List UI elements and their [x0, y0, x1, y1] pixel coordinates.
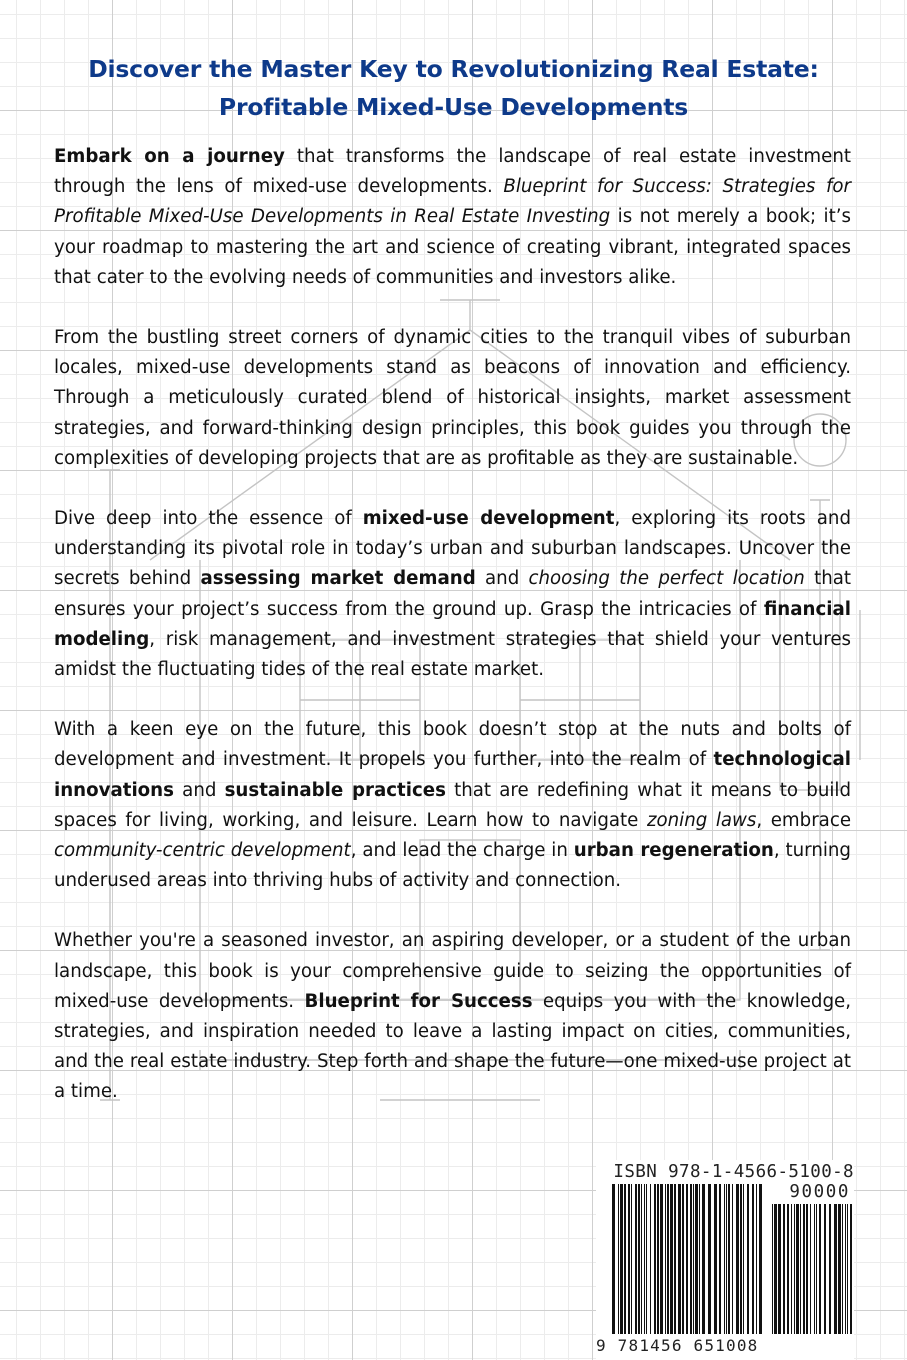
paragraph-3-run-2: mixed-use development	[362, 508, 615, 530]
price-code: 90000	[789, 1182, 850, 1202]
paragraph-1-run-2: that transforms the landscape of real estate investment through the lens of mixed-use developments.	[54, 146, 851, 198]
paragraph-4-run-6: zoning laws	[646, 809, 757, 831]
paragraph-4-run-4: sustainable practices	[224, 779, 446, 801]
paragraph-4-run-11: , turning underused areas into thriving hubs of activity and connection.	[54, 840, 851, 892]
isbn-barcode	[596, 1160, 854, 1360]
ean-bar	[759, 1184, 762, 1334]
price-bar	[803, 1204, 805, 1334]
paragraph-4-run-3: and	[173, 779, 225, 801]
ean-bar	[719, 1184, 721, 1334]
price-bar	[810, 1204, 811, 1334]
price-bar	[824, 1204, 826, 1334]
price-bar	[796, 1204, 799, 1334]
ean-bar	[756, 1184, 757, 1334]
paragraph-1-run-4: is not merely a book; it’s your roadmap to mastering the art and science of creating vibrant, integrated spaces that cater to the evolving needs of communities and investors alike.	[54, 206, 851, 288]
price-bar	[834, 1204, 837, 1334]
ean-bar	[638, 1184, 640, 1334]
blurb-paragraph-4	[54, 715, 851, 896]
ean-bar	[747, 1184, 749, 1334]
paragraph-3-run-6: choosing the perfect location	[528, 568, 805, 590]
ean-bar	[695, 1184, 698, 1334]
ean-bar	[690, 1184, 692, 1334]
paragraph-4-run-8: community-centric development	[54, 840, 351, 862]
ean-bar	[708, 1184, 711, 1334]
price-bar	[814, 1204, 815, 1334]
ean-bar	[646, 1184, 647, 1334]
price-bar	[783, 1204, 785, 1334]
ean-bar	[657, 1184, 659, 1334]
price-bar	[791, 1204, 792, 1334]
blurb-paragraph-3	[54, 504, 851, 685]
ean-digits: 9 781456 651008	[596, 1336, 759, 1355]
paragraph-3-run-3: , exploring its roots and understanding its pivotal role in today’s urban and suburban landscapes. Uncover the secrets behind	[54, 508, 851, 590]
ean-bar	[612, 1184, 615, 1334]
ean-bar	[618, 1184, 619, 1334]
price-bar	[778, 1204, 781, 1334]
price-bar	[850, 1204, 852, 1334]
paragraph-4-run-1: With a keen eye on the future, this book doesn’t stop at the nuts and bolts of development and investment. It propels you further, into the realm of	[54, 719, 851, 771]
ean-bar	[641, 1184, 642, 1334]
paragraph-4-run-9: , and lead the charge in	[350, 840, 574, 862]
paragraph-2-run-1: From the bustling street corners of dynamic cities to the tranquil vibes of suburban locales, mixed-use developments stand as beacons of innovation and efficiency. Through a meticulously curated blend of historical insights, market assessment strategies, and forward-thinking design principles, this book guides you through the complexities of developing projects that are as profitable as they are sustainable.	[54, 327, 851, 469]
price-bar	[819, 1204, 821, 1334]
ean-bar	[724, 1184, 725, 1334]
ean-bar	[654, 1184, 656, 1334]
price-bar	[838, 1204, 841, 1334]
ean-bar	[743, 1184, 744, 1334]
ean-bar	[728, 1184, 730, 1334]
ean-bar	[620, 1184, 623, 1334]
blurb-paragraph-5	[54, 926, 851, 1107]
paragraph-4-run-5: that are redefining what it means to build spaces for living, working, and leisure. Learn how to navigate	[54, 779, 851, 831]
blurb-paragraph-1	[54, 142, 851, 293]
paragraph-1-run-3: Blueprint for Success: Strategies for Profitable Mixed-Use Developments in Real Estate Investing	[54, 176, 851, 228]
cover-headline	[40, 50, 867, 126]
ean-bar	[678, 1184, 681, 1334]
ean-bar	[682, 1184, 684, 1334]
price-bar	[800, 1204, 801, 1334]
ean-bar	[702, 1184, 705, 1334]
paragraph-1-run-1: Embark on a journey	[54, 146, 285, 167]
headline-line-1: Discover the Master Key to Revolutionizing Real Estate:	[88, 55, 819, 83]
ean-barcode-bars	[612, 1184, 762, 1334]
price-bar	[794, 1204, 795, 1334]
price-bar	[816, 1204, 817, 1334]
paragraph-4-run-2: technological innovations	[54, 749, 851, 801]
ean-bar	[665, 1184, 666, 1334]
price-barcode-bars	[772, 1204, 852, 1334]
price-bar	[772, 1204, 773, 1334]
paragraph-5-run-2: Blueprint for Success	[304, 990, 533, 1012]
ean-bar	[631, 1184, 632, 1334]
ean-bar	[660, 1184, 663, 1334]
ean-bar	[650, 1184, 651, 1334]
paragraph-4-run-7: , embrace	[756, 809, 852, 831]
price-bar	[829, 1204, 831, 1334]
ean-bar	[740, 1184, 742, 1334]
ean-bar	[667, 1184, 669, 1334]
paragraph-3-run-1: Dive deep into the essence of	[54, 508, 363, 530]
paragraph-3-run-5: and	[475, 568, 529, 590]
ean-bar	[726, 1184, 727, 1334]
ean-bar	[628, 1184, 630, 1334]
paragraph-3-run-7: that ensures your project’s success from the ground up. Grasp the intricacies of	[54, 568, 851, 620]
ean-bar	[732, 1184, 733, 1334]
ean-bar	[674, 1184, 676, 1334]
blurb-body	[54, 142, 851, 1138]
ean-bar	[686, 1184, 688, 1334]
ean-bar	[644, 1184, 645, 1334]
headline-line-2: Profitable Mixed-Use Developments	[218, 93, 689, 121]
ean-bar	[736, 1184, 739, 1334]
ean-bar	[714, 1184, 717, 1334]
price-bar	[845, 1204, 846, 1334]
ean-bar	[670, 1184, 673, 1334]
paragraph-5-run-3: equips you with the knowledge, strategies, and inspiration needed to leave a lasting impact on cities, communities, and the real estate industry. Step forth and shape the future—one mixed-use project at a time.	[54, 990, 851, 1103]
blurb-paragraph-2	[54, 323, 851, 474]
ean-bar	[752, 1184, 754, 1334]
price-bar	[774, 1204, 777, 1334]
paragraph-3-run-9: , risk management, and investment strategies that shield your ventures amidst the fluctuating tides of the real estate market.	[54, 628, 851, 681]
paragraph-3-run-4: assessing market demand	[200, 568, 476, 590]
paragraph-5-run-1: Whether you're a seasoned investor, an aspiring developer, or a student of the urban landscape, this book is your comprehensive guide to seizing the opportunities of mixed-use developments.	[54, 930, 851, 1012]
ean-bar	[693, 1184, 694, 1334]
price-bar	[842, 1204, 843, 1334]
ean-bar	[699, 1184, 700, 1334]
price-bar	[847, 1204, 848, 1334]
ean-bar	[624, 1184, 626, 1334]
ean-bar	[635, 1184, 637, 1334]
isbn-label: ISBN 978-1-4566-5100-8	[613, 1162, 854, 1182]
paragraph-3-run-8: financial modeling	[54, 598, 851, 650]
paragraph-4-run-10: urban regeneration	[573, 840, 774, 862]
price-bar	[806, 1204, 808, 1334]
price-bar	[787, 1204, 789, 1334]
